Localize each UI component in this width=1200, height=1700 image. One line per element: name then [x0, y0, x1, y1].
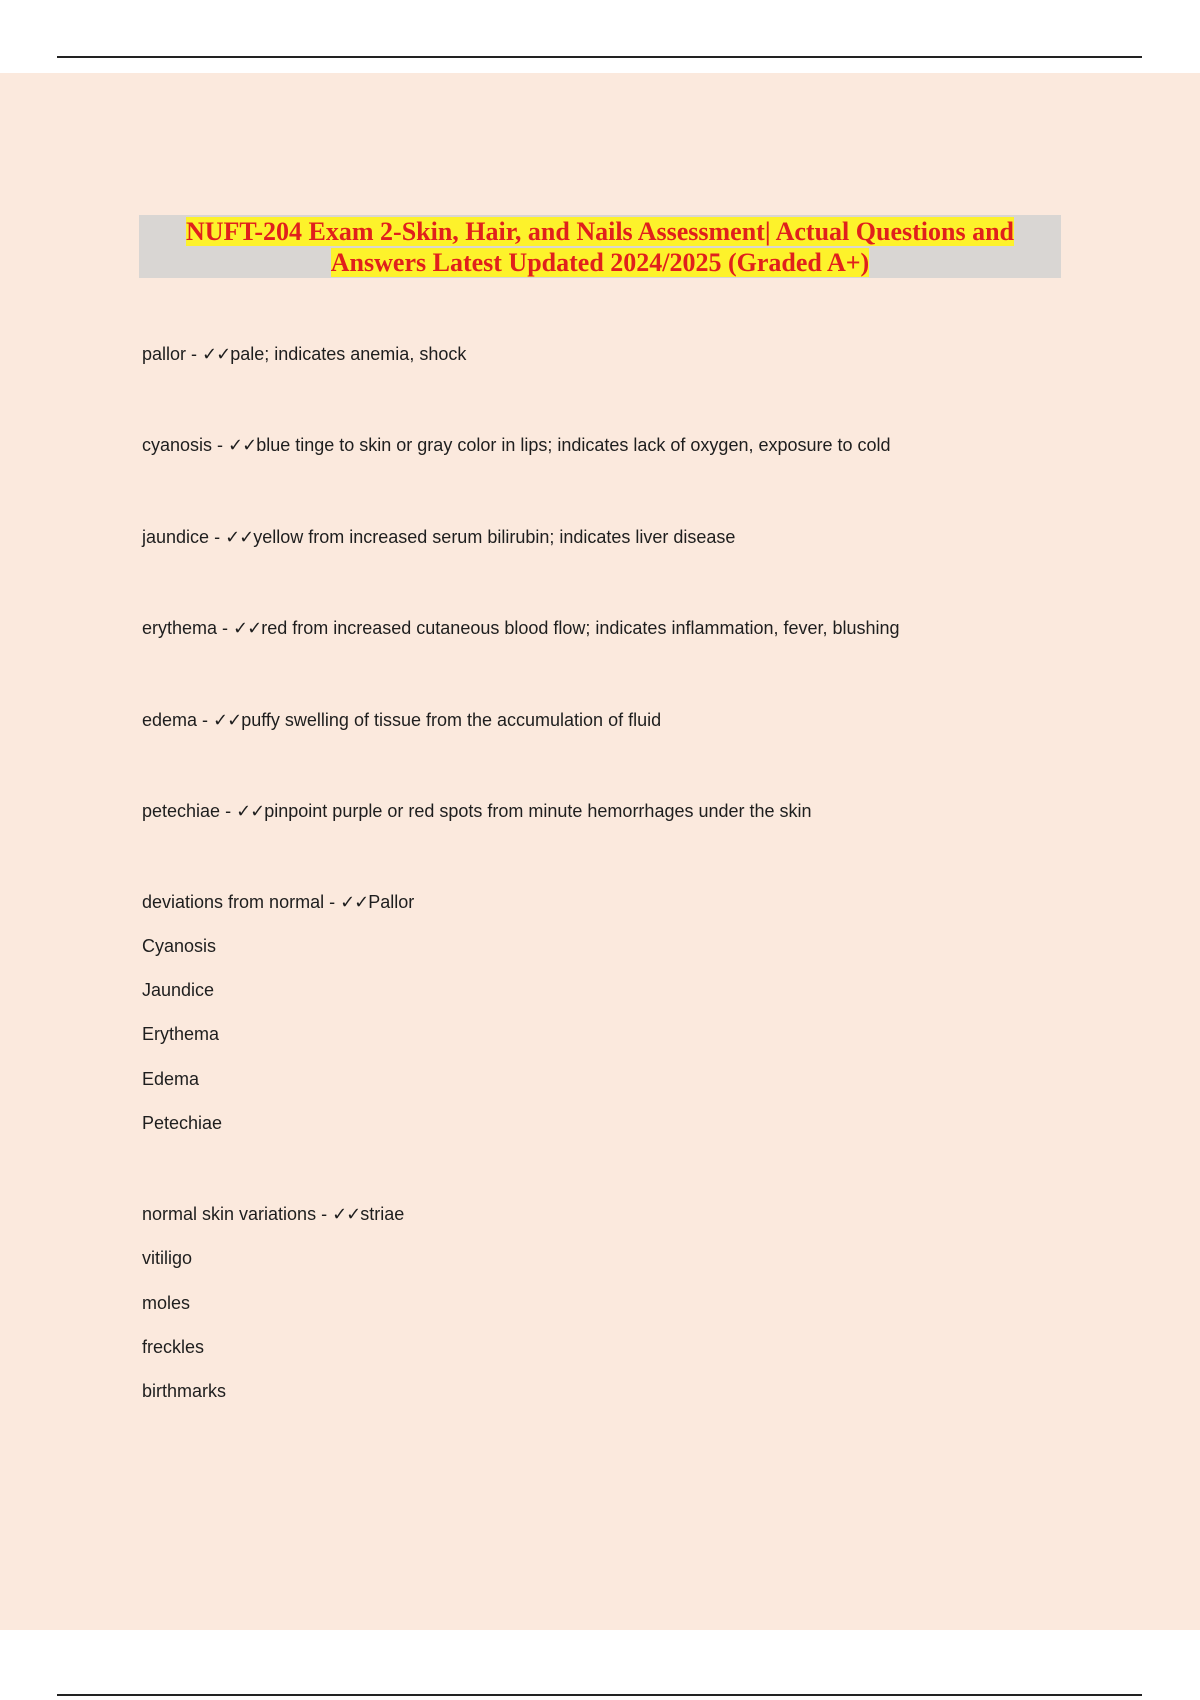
entry-petechiae — [142, 800, 812, 823]
entry-deviations-from-normal — [142, 891, 414, 914]
entry-definition: striae — [360, 1204, 405, 1224]
double-check-icon: ✓✓ — [202, 344, 231, 365]
title-line-1: NUFT-204 Exam 2-Skin, Hair, and Nails Assessment| Actual Questions and — [185, 217, 1014, 246]
title-line-2: Answers Latest Updated 2024/2025 (Graded A+) — [330, 248, 870, 277]
entry-cyanosis — [142, 434, 891, 457]
list-item: freckles — [142, 1337, 205, 1357]
list-item: moles — [142, 1293, 191, 1313]
entry-definition: pale; indicates anemia, shock — [230, 344, 467, 364]
entry-erythema — [142, 617, 900, 640]
entry-definition: blue tinge to skin or gray color in lips; indicates lack of oxygen, exposure to cold — [256, 435, 891, 455]
entry-definition: pinpoint purple or red spots from minute hemorrhages under the skin — [264, 801, 812, 821]
entry-term: deviations from normal — [142, 892, 325, 912]
bottom-rule — [57, 1694, 1142, 1696]
entry-definition: Pallor — [368, 892, 415, 912]
entry-term: normal skin variations — [142, 1204, 317, 1224]
entry-term: pallor — [142, 344, 187, 364]
list-item: vitiligo — [142, 1248, 193, 1268]
double-check-icon: ✓✓ — [236, 801, 265, 822]
entry-separator: - — [316, 1204, 333, 1224]
double-check-icon: ✓✓ — [233, 618, 262, 639]
entry-separator: - — [197, 710, 214, 730]
list-item: Jaundice — [142, 980, 215, 1000]
top-rule — [57, 56, 1142, 58]
entry-jaundice — [142, 526, 735, 549]
double-check-icon: ✓✓ — [213, 710, 242, 731]
list-item: Edema — [142, 1069, 200, 1089]
double-check-icon: ✓✓ — [340, 892, 369, 913]
entry-separator: - — [209, 527, 226, 547]
double-check-icon: ✓✓ — [228, 435, 257, 456]
double-check-icon: ✓✓ — [332, 1204, 361, 1225]
entry-separator: - — [212, 435, 229, 455]
title-banner — [139, 215, 1061, 278]
document-page — [0, 73, 1200, 1630]
entry-separator: - — [220, 801, 237, 821]
entry-separator: - — [186, 344, 203, 364]
entry-separator: - — [324, 892, 341, 912]
entry-normal-skin-variations — [142, 1203, 404, 1226]
entry-term: cyanosis — [142, 435, 213, 455]
document-title — [139, 215, 1061, 278]
entry-definition: yellow from increased serum bilirubin; indicates liver disease — [253, 527, 736, 547]
list-item: Petechiae — [142, 1113, 223, 1133]
list-item: Cyanosis — [142, 936, 217, 956]
entry-term: petechiae — [142, 801, 221, 821]
list-item: birthmarks — [142, 1381, 227, 1401]
entry-pallor — [142, 343, 466, 366]
entry-edema — [142, 709, 661, 732]
entry-term: edema — [142, 710, 198, 730]
double-check-icon: ✓✓ — [225, 527, 254, 548]
entry-definition: red from increased cutaneous blood flow; indicates inflammation, fever, blushing — [261, 618, 900, 638]
entry-term: erythema — [142, 618, 218, 638]
entry-term: jaundice — [142, 527, 210, 547]
entry-definition: puffy swelling of tissue from the accumulation of fluid — [241, 710, 662, 730]
entry-separator: - — [217, 618, 234, 638]
list-item: Erythema — [142, 1024, 220, 1044]
